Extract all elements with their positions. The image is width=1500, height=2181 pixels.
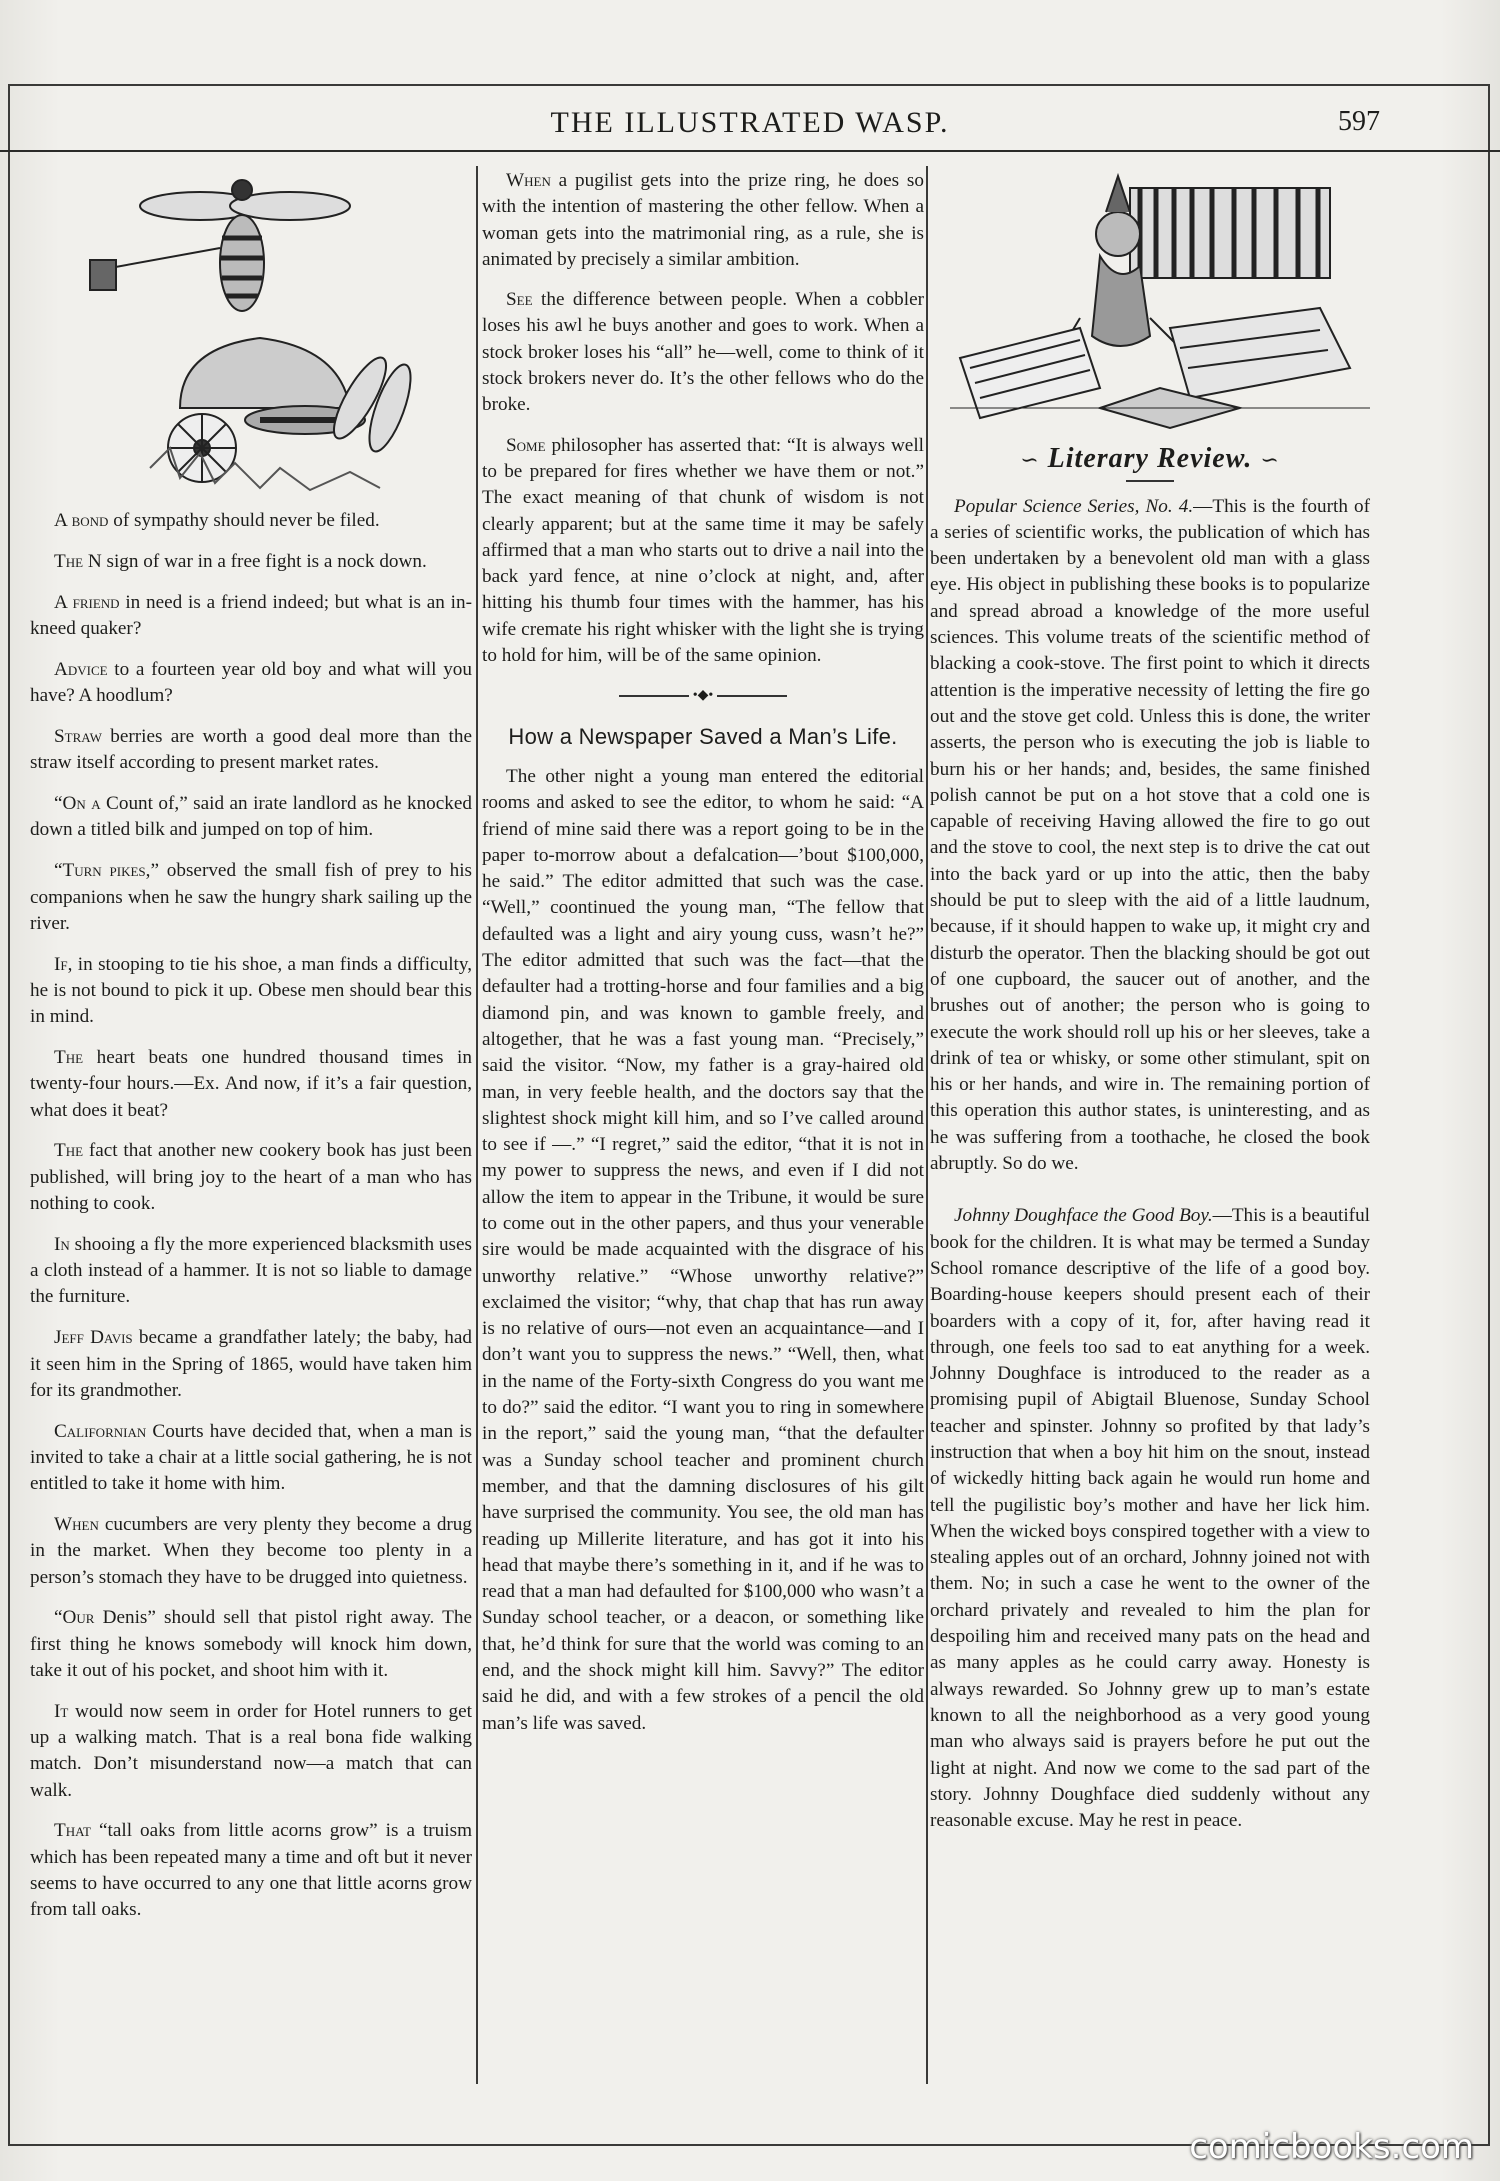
- paragraph-lead: See: [506, 289, 533, 311]
- paragraph-text: in need is a friend indeed; but what is an in-kneed quaker?: [30, 591, 472, 640]
- review-johnny-doughface: [930, 1203, 1370, 1834]
- paragraph: [30, 1818, 472, 1923]
- story-body: The other night a young man entered the editorial rooms and asked to see the editor, to whom he said: “A friend of mine said there was a report going to be in the paper to-morrow about a defalcation—’bout $100,000, he said.” The editor admitted that such was the case. “Well,” coontinued the young man, “The fellow that defaulted was a light and airy young cuss, wasn’t he?” The editor admitted that such was the fact—that the defaulter had a trotting-horse and four families and a big diamond pin, and was known to gamble freely, and altogether, that he was a fast young man. “Precisely,” said the visitor. “Now, my father is a gray-haired old man, in very feeble health, and the doctors say that the slightest shock might kill him, and so I’ve called around to see if —.” “I regret,” said the editor, “that it is not in my power to suppress the news, and even if I did not allow the item to appear in the Tribune, it would be sure to come out in the other papers, and thus your venerable sire would be made acquainted with the disgrace of his unworthy relative.” “Whose unworthy relative?” exclaimed the visitor; “why, that chap that has run away is no relative of ours—not even an acquaintance—and I don’t want you to suppress the news.” “Well, then, what in the name of the Forty-sixth Congress do you want me to do?” said the editor. “I want you to ring in somewhere in the report,” said the young man, “that the defaulter was a Sunday school teacher and prominent church member, and that the damning disclosures of his gilt have surprised the community. You see, the old man has reading up Millerite literature, and has got it into his head that maybe there’s something in it, and if he was to read that a man had defaulted for $100,000 who wasn’t a Sunday school teacher, or a deacon, or something like that, he’d think for sure that the world was coming to an end, and the shock might kill him. Savvy?” The editor said he did, and with a few strokes of a pencil the old man’s life was saved.: [482, 765, 924, 1734]
- story-heading: How a Newspaper Saved a Man’s Life.: [508, 723, 898, 749]
- review-text: —This is a beautiful book for the children. It is what may be termed a Sunday School romance descriptive of the life of a good boy. Boarding-house keepers should present each of their boarders with a copy of it, for, after having read it through, one feels too sad to eat anything for a week. Johnny Doughface is introduced to the reader as a promising pupil of Abigtail Bluenose, Sunday School teacher and spinster. Johnny so profited by that lady’s instruction that when a boy hit him on the snout, instead of wickedly hitting back again he would run home and tell the pugilistic boy’s mother and have her lick him. When the wicked boys conspired together with a view to stealing apples out of an orchard, Johnny joined not with them. No; in such a case he went to the owner of the orchard privately and revealed to him the plan for despoiling him and received many pats on the head and as many apples as he could carry away. Honesty is always rewarded. So Johnny grew up to man’s estate known to all the neighborhood as a very good young man who always said is prayers before he put out the light at night. And now we come to the sad part of the story. Johnny Doughface died suddenly without any reasonable excuse. May he rest in peace.: [930, 1205, 1370, 1832]
- column-rule: [926, 166, 928, 2084]
- review-popular-science: [930, 494, 1370, 1178]
- paragraph-text: shooing a fly the more experienced blacksmith uses a cloth instead of a hammer. It is not so liable to damage the furniture.: [30, 1233, 472, 1308]
- paragraph: [482, 287, 924, 418]
- section-divider: •◆•: [482, 683, 924, 709]
- flourish-left-icon: ∽: [1020, 447, 1040, 473]
- paragraph-lead: A friend: [54, 591, 120, 613]
- review-title: Johnny Doughface the Good Boy.: [954, 1205, 1213, 1227]
- paragraph: [30, 1699, 472, 1804]
- masthead-title: THE ILLUSTRATED WASP.: [550, 106, 950, 139]
- paragraph: [482, 433, 924, 670]
- col2-paragraphs: [482, 168, 924, 669]
- paragraph: [30, 791, 472, 844]
- paragraph-lead: “Turn pikes,: [54, 860, 151, 882]
- paragraph: [30, 549, 472, 575]
- paragraph-lead: It: [54, 1700, 69, 1722]
- paragraph-lead: Advice: [54, 658, 108, 680]
- gnome-reading-books-illustration: [930, 168, 1370, 438]
- paragraph: [482, 168, 924, 273]
- paragraph-text: became a grandfather lately; the baby, had it seen him in the Spring of 1865, would have taken him for its grandmother.: [30, 1327, 472, 1401]
- column-3: [930, 168, 1370, 1848]
- paragraph: [30, 657, 472, 710]
- flourish-right-icon: ∽: [1260, 447, 1280, 473]
- column-rule: [476, 166, 478, 2084]
- paragraph: [30, 1512, 472, 1591]
- paragraph: [30, 1232, 472, 1311]
- paragraph-lead: The: [54, 551, 84, 573]
- paragraph-lead: When: [506, 170, 551, 191]
- paragraph-lead: In: [54, 1233, 70, 1255]
- paragraph-lead: “On a: [54, 793, 101, 815]
- paragraph-text: to a fourteen year old boy and what will you have? A hoodlum?: [30, 658, 472, 707]
- paragraph-lead: Californian: [54, 1420, 147, 1442]
- paragraph-text: a pugilist gets into the prize ring, he does so with the intention of mastering the other fellow. When a woman gets into the matrimonial ring, as a rule, she is animated by precisely a similar ambition.: [482, 170, 924, 270]
- wasp-chariot-illustration: [30, 168, 472, 492]
- paragraph-lead: The: [54, 1047, 84, 1069]
- paragraph-lead: The: [54, 1140, 84, 1162]
- paragraph-text: “tall oaks from little acorns grow” is a truism which has been repeated many a time and oft but it never seems to have occurred to any one that little acorns grow from tall oaks.: [30, 1820, 472, 1921]
- paragraph: [30, 1419, 472, 1498]
- column-2: [482, 168, 924, 1751]
- watermark: comicbooks.com: [1189, 2127, 1474, 2167]
- paragraph-lead: Some: [506, 434, 546, 456]
- paragraph-lead: If,: [54, 953, 73, 975]
- paragraph-text: in stooping to tie his shoe, a man finds a difficulty, he is not bound to pick it up. Obese men should bear this in mind.: [30, 953, 472, 1028]
- paragraph-text: philosopher has asserted that: “It is always well to be prepared for fires whether we have them or not.” The exact meaning of that chunk of wisdom is not clearly apparent; but at the same time it may be safely affirmed that a man who starts out to drive a nail into the back yard fence, at nine o’clock at night, and, after hitting his thumb four times with the hammer, has his wife cremate his right whisker with the light she is trying to hold for him, will be of the same opinion.: [482, 434, 924, 667]
- paragraph-text: would now seem in order for Hotel runners to get up a walking match. That is a real bona fide walking match. Don’t misunderstand now—a match that can walk.: [30, 1700, 472, 1801]
- paragraph-text: Count of,” said an irate landlord as he knocked down a titled bilk and jumped on top of him.: [30, 793, 472, 841]
- review-text: —This is the fourth of a series of scientific works, the publication of which has been undertaken by a benevolent old man with a glass eye. His object in publishing these books is to popularize and spread abroad a knowledge of the more useful sciences. This volume treats of the scientific method of blacking a cook-stove. The first point to which it directs attention is the imperative necessity of letting the fire go out and the stove get cold. Unless this is done, the writer asserts, the person who is executing the job is liable to burn his or her hands; and, besides, the same finished polish cannot be put on a hot stove that a cold one is capable of receiving Having allowed the fire to go out and the stove to cool, the next step is to drive the cat out into the back yard or up into the attic, then the baby should be put to sleep with the aid of a little laudnum, because, if it should happen to wake up, it might cry and disturb the operator. Then the blacking should be got out of one cupboard, the saucer out of another, and the brushes out of another; the person who is going to execute the work should roll up his or her sleeves, take a drink of tea or whisky, or some other stimulant, spit on his or her hands, and wire in. The remaining portion of this operation this author states, is uninteresting, and as he was suffering from a toothache, he closed the book abruptly. So do we.: [930, 495, 1370, 1175]
- paragraph-text: ” observed the small fish of prey to his companions when he saw the hungry shark sailing up the river.: [30, 860, 473, 934]
- paragraph-text: Courts have decided that, when a man is invited to take a chair at a little social gathering, he is not entitled to take it home with him.: [30, 1420, 472, 1495]
- paragraph-text: fact that another new cookery book has just been published, will bring joy to the heart of a man who has nothing to cook.: [30, 1140, 472, 1215]
- page-number: 597: [1338, 106, 1380, 137]
- paragraph: [30, 590, 472, 643]
- paragraph: [30, 1138, 472, 1217]
- paragraph: [30, 1605, 472, 1684]
- paragraph-text: the difference between people. When a cobbler loses his awl he buys another and goes to work. When a stock broker loses his “all” he—well, come to think of it stock brokers never do. It’s the other fellows who do the broke.: [482, 289, 924, 416]
- paragraph-lead: That: [54, 1820, 91, 1842]
- paragraph-text: N sign of war in a free fight is a nock down.: [83, 551, 427, 573]
- section-title-text: Literary Review.: [1047, 443, 1253, 475]
- page-header: [0, 100, 1500, 152]
- paragraph-text: heart beats one hundred thousand times in twenty-four hours.—Ex. And now, if it’s a fair question, what does it beat?: [30, 1047, 472, 1121]
- paragraph-text: Denis” should sell that pistol right away. The first thing he knows somebody will knock him down, take it out of his pocket, and shoot him with it.: [30, 1607, 472, 1681]
- paragraph-lead: Jeff Davis: [54, 1327, 133, 1349]
- col1-paragraphs: [30, 508, 472, 1923]
- paragraph: [30, 508, 472, 534]
- paragraph: [30, 1325, 472, 1404]
- paragraph-lead: “Our: [54, 1607, 95, 1629]
- paragraph-lead: When: [54, 1514, 99, 1535]
- paragraph: [30, 952, 472, 1031]
- paragraph-lead: A bond: [54, 510, 109, 532]
- paragraph-text: of sympathy should never be filed.: [108, 510, 380, 532]
- section-title: [930, 443, 1370, 475]
- paragraph-lead: Straw: [54, 726, 102, 748]
- paragraph: [30, 724, 472, 777]
- title-rule: [1126, 480, 1174, 482]
- paragraph: [30, 858, 472, 937]
- column-1: [30, 168, 472, 1938]
- review-title: Popular Science Series, No. 4.: [954, 495, 1194, 517]
- paragraph: [30, 1045, 472, 1124]
- paragraph-text: cucumbers are very plenty they become a drug in the market. When they become too plenty in a person’s stomach they have to be drugged into quietness.: [30, 1514, 472, 1588]
- paragraph-text: berries are worth a good deal more than the straw itself according to present market rates.: [30, 726, 472, 774]
